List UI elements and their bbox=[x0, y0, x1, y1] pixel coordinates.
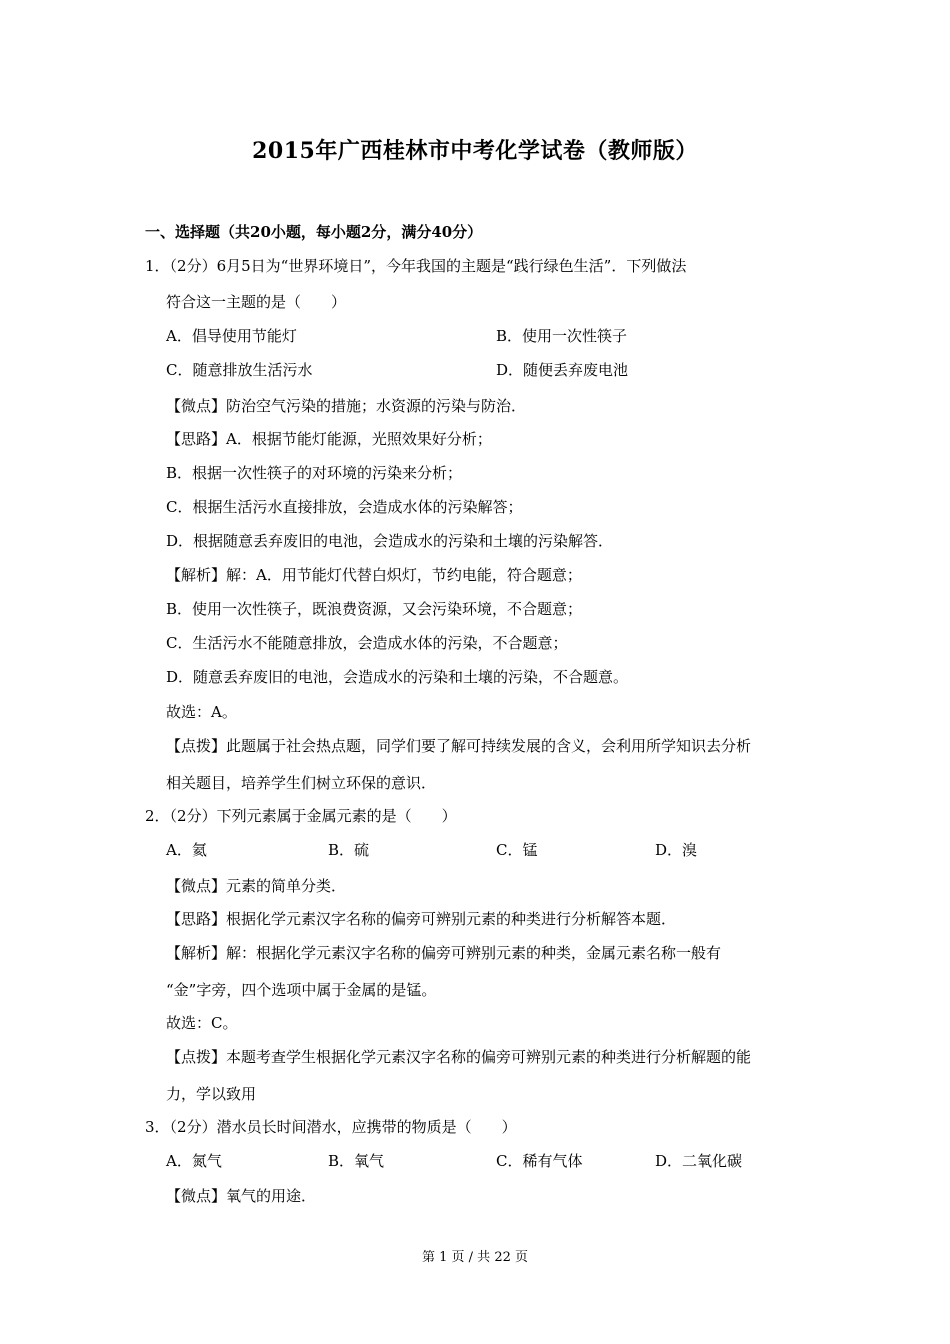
page-title: 2015年广西桂林市中考化学试卷（教师版） bbox=[252, 138, 698, 164]
question-1-silu-3: C．根据生活污水直接排放，会造成水体的污染解答； bbox=[166, 498, 523, 516]
question-1-jiexi-4: D．随意丢弃废旧的电池，会造成水的污染和土壤的污染，不合题意。 bbox=[166, 668, 629, 686]
page-footer: 第 1 页 / 共 22 页 bbox=[422, 1250, 528, 1265]
question-2-dianbo-2: 力，学以致用 bbox=[166, 1085, 257, 1103]
question-2-silu: 【思路】根据化学元素汉字名称的偏旁可辨别元素的种类进行分析解答本题． bbox=[166, 910, 677, 928]
question-2-option-a: A．氦 bbox=[166, 841, 207, 859]
question-2-stem: 2．（2分）下列元素属于金属元素的是（ ） bbox=[145, 807, 457, 825]
question-1-option-b: B．使用一次性筷子 bbox=[496, 327, 628, 345]
question-2-dianbo-1: 【点拨】本题考查学生根据化学元素汉字名称的偏旁可辨别元素的种类进行分析解题的能 bbox=[166, 1048, 752, 1066]
question-1-silu-2: B．根据一次性筷子的对环境的污染来分析； bbox=[166, 464, 463, 482]
question-2-jiexi-2: “金”字旁，四个选项中属于金属的是锰。 bbox=[166, 981, 437, 999]
question-2-option-b: B．硫 bbox=[328, 841, 370, 859]
question-1-jiexi-2: B．使用一次性筷子，既浪费资源，又会污染环境，不合题意； bbox=[166, 600, 583, 618]
question-1-dianbo-2: 相关题目，培养学生们树立环保的意识． bbox=[166, 774, 437, 792]
question-1-answer: 故选：A。 bbox=[166, 703, 237, 721]
question-1-jiexi-1: 【解析】解：A．用节能灯代替白炽灯，节约电能，符合题意； bbox=[166, 566, 582, 584]
question-1-dianbo-1: 【点拨】此题属于社会热点题，同学们要了解可持续发展的含义，会利用所学知识去分析 bbox=[166, 737, 752, 755]
question-1-option-a: A．倡导使用节能灯 bbox=[166, 327, 297, 345]
question-1-stem: 1．（2分）6月5日为“世界环境日”，今年我国的主题是“践行绿色生活”．下列做法 bbox=[145, 257, 687, 275]
question-2-jiexi-1: 【解析】解：根据化学元素汉字名称的偏旁可辨别元素的种类，金属元素名称一般有 bbox=[166, 944, 722, 962]
question-1-weidian: 【微点】防治空气污染的措施；水资源的污染与防治． bbox=[166, 397, 527, 415]
question-1-silu-4: D．根据随意丢弃废旧的电池，会造成水的污染和土壤的污染解答． bbox=[166, 532, 614, 550]
section-heading: 一、选择题（共20小题，每小题2分，满分40分） bbox=[145, 223, 483, 241]
question-2-option-c: C．锰 bbox=[496, 841, 538, 859]
question-1-option-d: D．随便丢弃废电池 bbox=[496, 361, 629, 379]
question-1-stem-cont: 符合这一主题的是（ ） bbox=[166, 293, 347, 311]
question-3-option-d: D．二氧化碳 bbox=[655, 1152, 743, 1170]
question-1-silu-1: 【思路】A．根据节能灯能源，光照效果好分析； bbox=[166, 430, 492, 448]
question-3-weidian: 【微点】氧气的用途． bbox=[166, 1187, 317, 1205]
question-1-jiexi-3: C．生活污水不能随意排放，会造成水体的污染，不合题意； bbox=[166, 634, 568, 652]
question-3-option-b: B．氧气 bbox=[328, 1152, 385, 1170]
question-2-answer: 故选：C。 bbox=[166, 1014, 238, 1032]
question-1-option-c: C．随意排放生活污水 bbox=[166, 361, 313, 379]
question-2-weidian: 【微点】元素的简单分类． bbox=[166, 877, 347, 895]
question-2-option-d: D．溴 bbox=[655, 841, 698, 859]
question-3-stem: 3．（2分）潜水员长时间潜水，应携带的物质是（ ） bbox=[145, 1118, 517, 1136]
question-3-option-c: C．稀有气体 bbox=[496, 1152, 583, 1170]
question-3-option-a: A．氮气 bbox=[166, 1152, 222, 1170]
